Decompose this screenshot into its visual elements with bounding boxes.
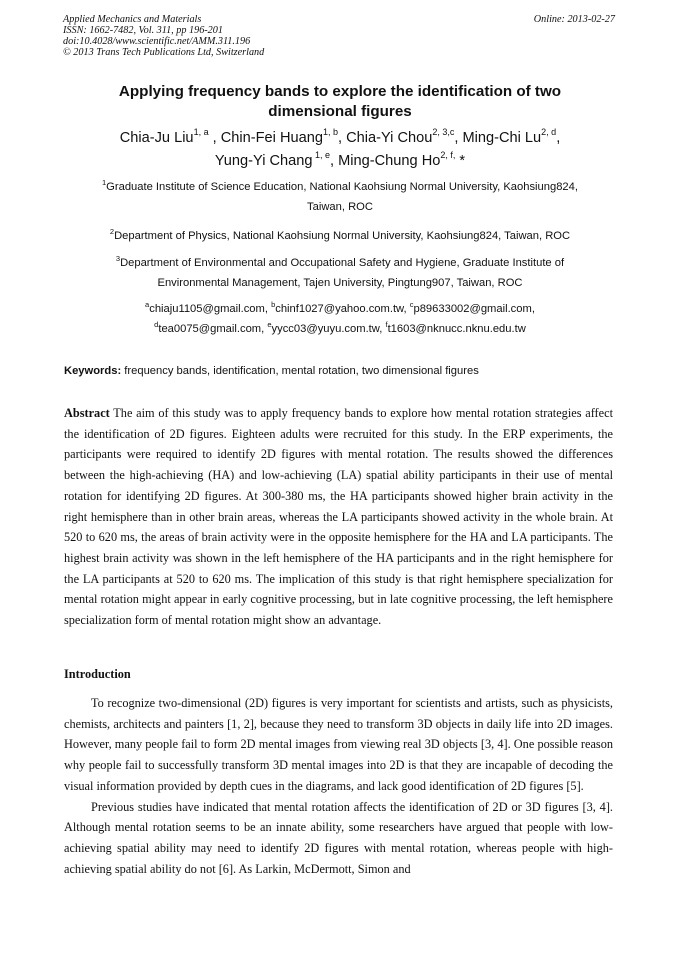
author-list: [60, 127, 620, 173]
email-link[interactable]: t1603@nknucc.nknu.edu.tw: [387, 323, 526, 335]
affil-text: Environmental Management, Tajen University, Pingtung907, Taiwan, ROC: [157, 277, 523, 289]
author-affil-sup: 1, e: [312, 150, 331, 160]
introduction-heading: Introduction: [64, 667, 131, 681]
keywords: [64, 363, 616, 379]
affil-sup: 2: [109, 227, 115, 236]
affil-sup: 3: [115, 254, 121, 263]
title-line-1: Applying frequency bands to explore the identification of two: [118, 83, 562, 100]
email-sup: a: [145, 300, 150, 309]
author-name: Chia-Ju Liu: [119, 130, 194, 146]
copyright-line: © 2013 Trans Tech Publications Ltd, Switzerland: [63, 47, 265, 58]
journal-header: [63, 14, 615, 58]
affil-text: Department of Environmental and Occupational Safety and Hygiene, Graduate Institute of: [120, 257, 565, 269]
author-sep: ,: [454, 130, 463, 146]
author-affil-sup: 1, b: [322, 127, 338, 137]
keywords-text: frequency bands, identification, mental rotation, two dimensional figures: [121, 365, 479, 377]
email-link[interactable]: p89633002@gmail.com,: [413, 303, 535, 315]
email-list: [64, 299, 616, 339]
paragraph: To recognize two-dimensional (2D) figures is very important for scientists and artists, such as physicists, chemists, architects and painters [1, 2], because they need to transform 3D objects in daily life into 2D images. However, many people fail to form 2D mental images from viewing real 3D objects [3, 4]. One possible reason why people fail to successfully transform 3D mental images into 2D is that they are incapable of decoding the visual information provided by depth cues in the diagrams, and lack good identification of 2D figures [5].: [64, 696, 613, 793]
email-sup: e: [267, 320, 272, 329]
email-sup: d: [154, 320, 159, 329]
affiliation-3: [64, 253, 616, 293]
author-sep: ,: [208, 130, 221, 146]
corresponding-mark: *: [455, 153, 466, 169]
paper-title: [60, 82, 620, 122]
author-sep: ,: [337, 130, 347, 146]
affil-text: Taiwan, ROC: [307, 201, 373, 213]
email-link[interactable]: yycc03@yuyu.com.tw,: [271, 323, 386, 335]
author-affil-sup: 2, d: [541, 127, 557, 137]
title-line-2: dimensional figures: [268, 103, 412, 120]
author-name: Chin-Fei Huang: [220, 130, 323, 146]
abstract-label: Abstract: [64, 406, 110, 420]
author-sep: ,: [556, 130, 561, 146]
email-link[interactable]: chiaju1105@gmail.com,: [149, 303, 272, 315]
affil-text: Department of Physics, National Kaohsiung Normal University, Kaohsiung824, Taiwan, ROC: [114, 230, 571, 242]
abstract-text: The aim of this study was to apply frequency bands to explore how mental rotation strategies affect the identification of 2D figures. Eighteen adults were recruited for this study. In the ERP experiments, the participants were required to identify 2D figures with mental rotation. The results showed the differences between the high-achieving (HA) and low-achieving (LA) spatial ability participants in their use of mental rotation for identifying 2D figures. At 300-380 ms, the HA participants showed higher brain activity in the right hemisphere than in other brain areas, whereas the LA participants showed activity in the whole brain. At 520 to 620 ms, the areas of brain activity were in the opposite hemisphere for the HA and LA participants. The highest brain activity was shown in the left hemisphere of the HA participants and in the right hemisphere for the LA participants at 520 to 620 ms. The implication of this study is that right hemisphere specialization for mental rotation might appear in early cognitive processing, but in late cognitive processing, the left hemisphere specialization form of mental rotation might show an advantage.: [64, 406, 613, 628]
author-name: Ming-Chi Lu: [462, 130, 542, 146]
email-sup: b: [271, 300, 276, 309]
email-link[interactable]: tea0075@gmail.com,: [158, 323, 268, 335]
abstract: [64, 403, 613, 631]
email-sup: c: [409, 300, 414, 309]
keywords-label: Keywords:: [64, 365, 122, 377]
online-date: Online: 2013-02-27: [533, 14, 615, 25]
author-line-1: [60, 127, 620, 150]
doi-line: doi:10.4028/www.scientific.net/AMM.311.196: [63, 36, 251, 47]
author-affil-sup: 2, 3,c: [432, 127, 455, 137]
affil-sup: 1: [102, 178, 107, 187]
paragraph: Previous studies have indicated that mental rotation affects the identification of 2D or 3D figures [3, 4]. Although mental rotation seems to be an innate ability, some researchers have argued that people with low-achieving spatial ability may need to identify 2D figures with mental rotation, whereas people with high-achieving spatial ability do not [6]. As Larkin, McDermott, Simon and: [64, 799, 613, 876]
author-name: Ming-Chung Ho: [338, 153, 441, 169]
author-sep: ,: [330, 153, 339, 169]
author-name: Chia-Yi Chou: [346, 130, 433, 146]
email-link[interactable]: chinf1027@yahoo.com.tw,: [275, 303, 410, 315]
author-affil-sup: 2, f,: [440, 150, 456, 160]
introduction-body: [64, 693, 613, 879]
issn-line: ISSN: 1662-7482, Vol. 311, pp 196-201: [63, 25, 223, 36]
affiliation-2: [64, 226, 616, 246]
author-affil-sup: 1, a: [193, 127, 209, 137]
journal-name: Applied Mechanics and Materials: [63, 14, 202, 25]
affiliation-1: [64, 177, 616, 217]
affil-text: Graduate Institute of Science Education, National Kaohsiung Normal University, Kaohsiung824,: [106, 181, 578, 193]
author-line-2: [60, 150, 620, 173]
author-name: Yung-Yi Chang: [214, 153, 313, 169]
email-sup: f: [385, 320, 388, 329]
